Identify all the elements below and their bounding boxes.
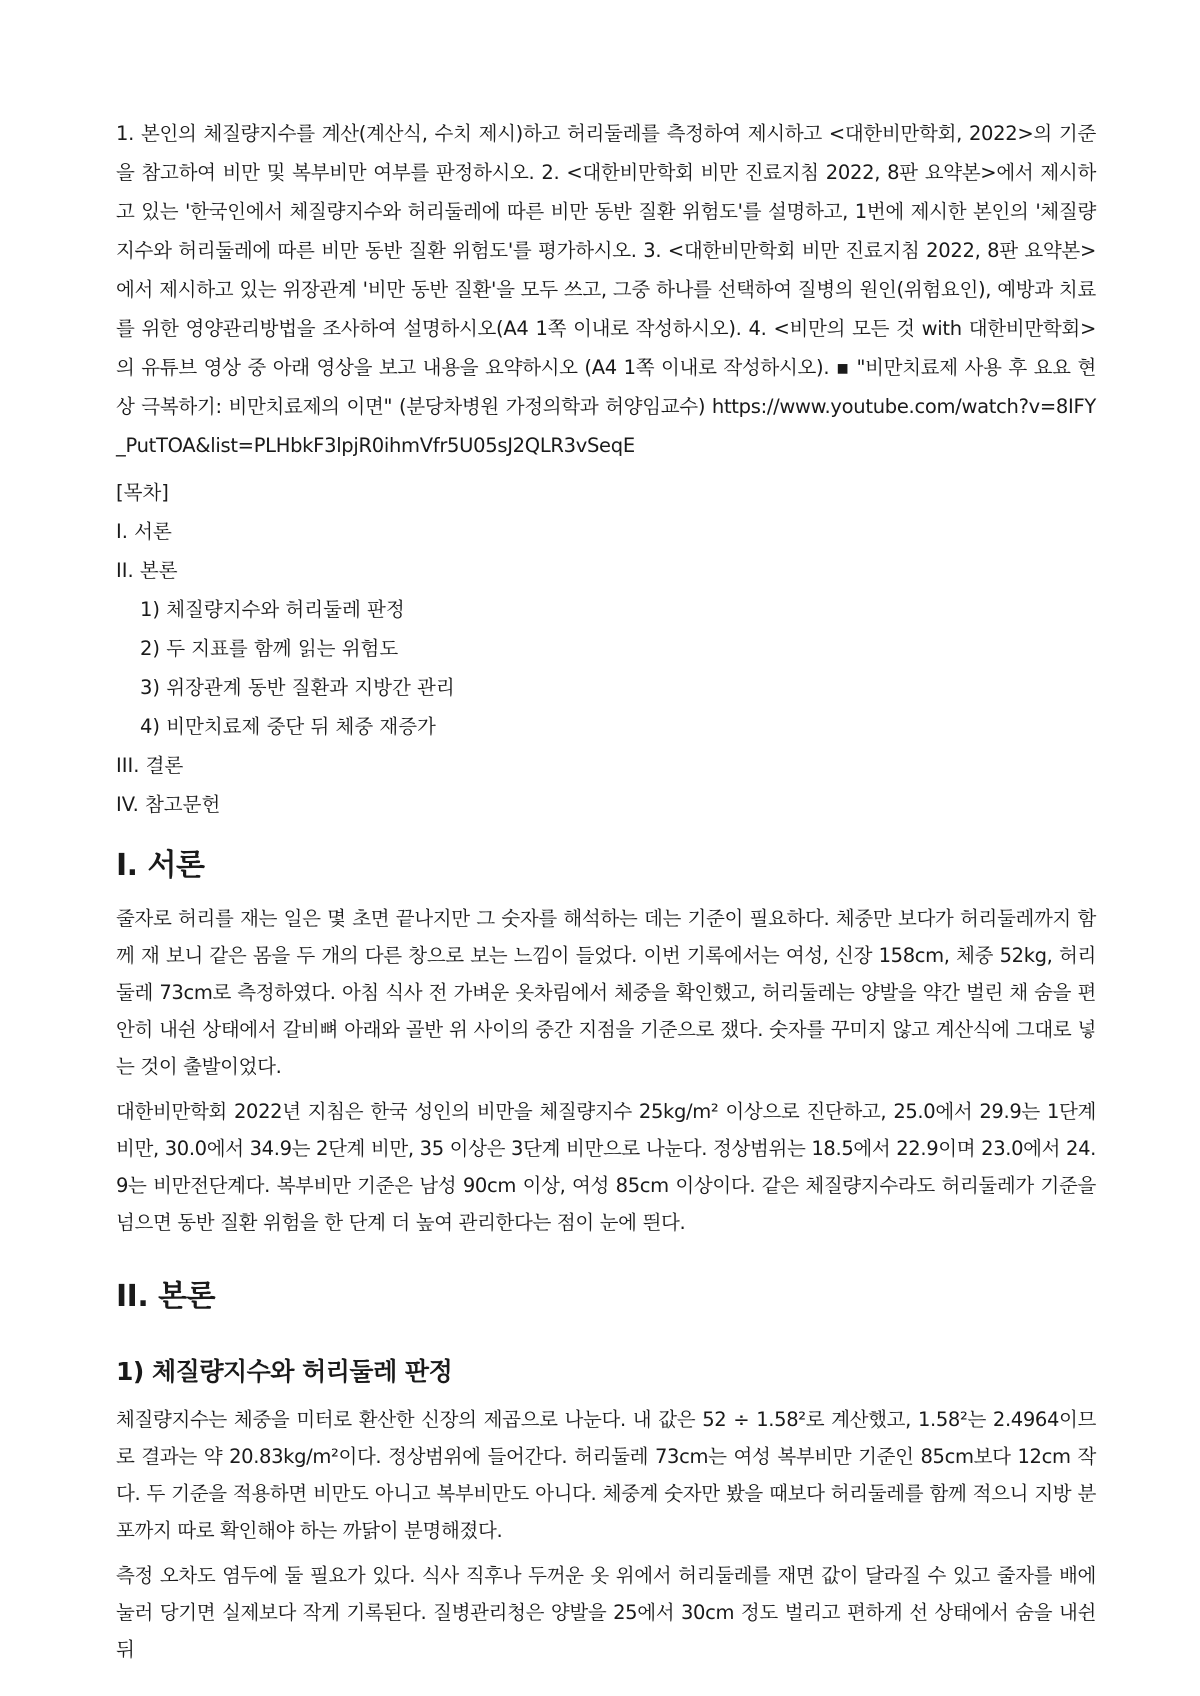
toc-item-body-2: 2) 두 지표를 함께 읽는 위험도: [140, 637, 399, 660]
table-of-contents: [116, 473, 1096, 824]
toc-item-conclusion: III. 결론: [116, 754, 184, 777]
intro-paragraph: 대한비만학회 2022년 지침은 한국 성인의 비만을 체질량지수 25kg/m² 이상으로 진단하고, 25.0에서 29.9는 1단계 비만, 30.0에서 34.9는 2단계 비만, 35 이상은 3단계 비만으로 나눈다. 정상범위는 18.5에서 22.9이며 23.0에서 24.9는 비만전단계다. 복부비만 기준은 남성 90cm 이상, 여성 85cm 이상이다. 같은 체질량지수라도 허리둘레가 기준을 넘으면 동반 질환 위험을 한 단계 더 높여 관리한다는 점이 눈에 띈다.: [116, 1100, 1096, 1234]
body-paragraph: 체질량지수는 체중을 미터로 환산한 신장의 제곱으로 나눈다. 내 값은 52 ÷ 1.58²로 계산했고, 1.58²는 2.4964이므로 결과는 약 20.83kg/m²이다. 정상범위에 들어간다. 허리둘레 73cm는 여성 복부비만 기준인 85cm보다 12cm 작다. 두 기준을 적용하면 비만도 아니고 복부비만도 아니다. 체중계 숫자만 봤을 때보다 허리둘레를 함께 적으니 지방 분포까지 따로 확인해야 하는 까닭이 분명해졌다.: [116, 1408, 1096, 1542]
section-heading-intro: I. 서론: [116, 848, 205, 883]
toc-item-body-1: 1) 체질량지수와 허리둘레 판정: [140, 598, 405, 621]
body-paragraph: 측정 오차도 염두에 둘 필요가 있다. 식사 직후나 두꺼운 옷 위에서 허리둘레를 재면 값이 달라질 수 있고 줄자를 배에 눌러 당기면 실제보다 작게 기록된다. 질병관리청은 양발을 25에서 30cm 정도 벌리고 편하게 선 상태에서 숨을 내쉰 뒤: [116, 1564, 1096, 1661]
toc-item-references: IV. 참고문헌: [116, 793, 221, 816]
toc-heading: [목차]: [116, 481, 169, 504]
toc-item-body: II. 본론: [116, 559, 178, 582]
subsection-heading-bmi-waist: 1) 체질량지수와 허리둘레 판정: [116, 1357, 453, 1386]
toc-item-body-3: 3) 위장관계 동반 질환과 지방간 관리: [140, 676, 455, 699]
section-heading-body: II. 본론: [116, 1279, 216, 1314]
toc-item-intro: I. 서론: [116, 520, 172, 543]
toc-item-body-4: 4) 비만치료제 중단 뒤 체중 재증가: [140, 715, 436, 738]
intro-paragraph: 줄자로 허리를 재는 일은 몇 초면 끝나지만 그 숫자를 해석하는 데는 기준이 필요하다. 체중만 보다가 허리둘레까지 함께 재 보니 같은 몸을 두 개의 다른 창으로 보는 느낌이 들었다. 이번 기록에서는 여성, 신장 158cm, 체중 52kg, 허리둘레 73cm로 측정하였다. 아침 식사 전 가벼운 옷차림에서 체중을 확인했고, 허리둘레는 양발을 약간 벌린 채 숨을 편안히 내쉰 상태에서 갈비뼈 아래와 골반 위 사이의 중간 지점을 기준으로 쟀다. 숫자를 꾸미지 않고 계산식에 그대로 넣는 것이 출발이었다.: [116, 907, 1096, 1078]
assignment-prompt: 1. 본인의 체질량지수를 계산(계산식, 수치 제시)하고 허리둘레를 측정하여 제시하고 <대한비만학회, 2022>의 기준을 참고하여 비만 및 복부비만 여부를 판정하시오. 2. <대한비만학회 비만 진료지침 2022, 8판 요약본>에서 제시하고 있는 '한국인에서 체질량지수와 허리둘레에 따른 비만 동반 질환 위험도'를 설명하고, 1번에 제시한 본인의 '체질량지수와 허리둘레에 따른 비만 동반 질환 위험도'를 평가하시오. 3. <대한비만학회 비만 진료지침 2022, 8판 요약본>에서 제시하고 있는 위장관계 '비만 동반 질환'을 모두 쓰고, 그중 하나를 선택하여 질병의 원인(위험요인), 예방과 치료를 위한 영양관리방법을 조사하여 설명하시오(A4 1쪽 이내로 작성하시오). 4. <비만의 모든 것 with 대한비만학회>의 유튜브 영상 중 아래 영상을 보고 내용을 요약하시오 (A4 1쪽 이내로 작성하시오). ▪ "비만치료제 사용 후 요요 현상 극복하기: 비만치료제의 이면" (분당차병원 가정의학과 허양임교수) https://www.youtube.com/watch?v=8IFY_PutTOA&list=PLHbkF3lpjR0ihmVfr5U05sJ2QLR3vSeqE: [116, 122, 1096, 457]
